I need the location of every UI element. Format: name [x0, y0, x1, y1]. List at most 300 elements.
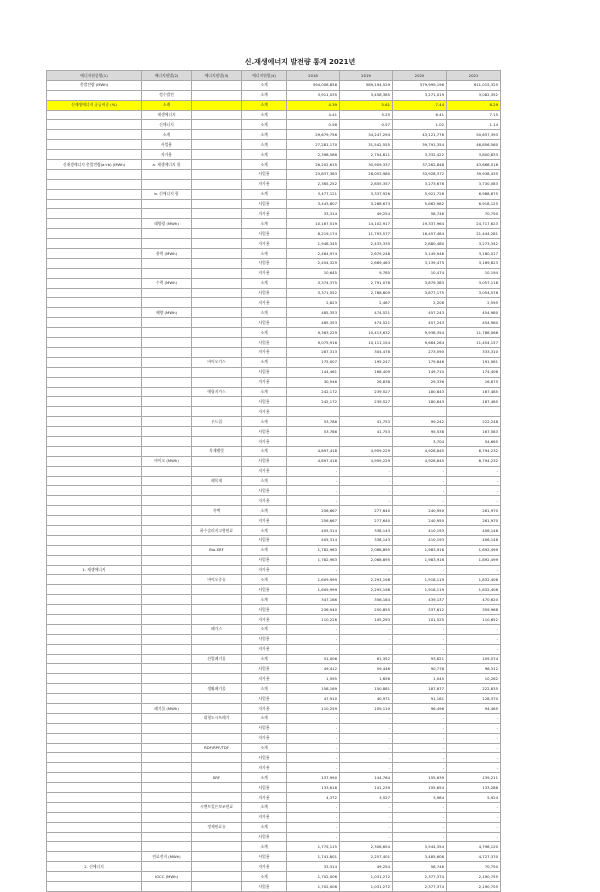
value-cell: 3,984 — [393, 793, 447, 803]
value-cell: 168,409 — [340, 367, 393, 377]
category-cell — [47, 704, 142, 714]
category-cell — [47, 209, 142, 219]
subsource-cell — [192, 338, 242, 348]
value-cell: 406,146 — [447, 525, 501, 535]
subsource-cell — [192, 516, 242, 526]
type-cell: 소계 — [242, 130, 287, 140]
category-cell — [47, 644, 142, 654]
subsource-cell: 폐가스 — [192, 624, 242, 634]
table-row — [47, 169, 501, 179]
value-cell: 54,665 — [447, 436, 501, 446]
subsource-cell: 매립지가스 — [192, 387, 242, 397]
value-cell: 405,314 — [287, 525, 340, 535]
value-cell: - — [393, 713, 447, 723]
value-cell: 180,843 — [393, 387, 447, 397]
subsource-cell — [192, 90, 242, 100]
value-cell: 5,924 — [447, 793, 501, 803]
value-cell: 10,167,519 — [287, 219, 340, 229]
value-cell: 110,226 — [287, 614, 340, 624]
value-cell: 10,413,632 — [340, 328, 393, 338]
value-cell: 28,053,980 — [340, 169, 393, 179]
subsource-cell — [192, 347, 242, 357]
type-cell: 소계 — [242, 249, 287, 259]
value-cell: - — [340, 466, 393, 476]
table-row — [47, 822, 501, 832]
type-cell: 소계 — [242, 822, 287, 832]
type-cell: 자가용 — [242, 793, 287, 803]
value-cell: 23,837,363 — [287, 169, 340, 179]
value-cell: 99,242 — [393, 417, 447, 427]
subsource-cell — [192, 862, 242, 872]
value-cell: 24,717,623 — [447, 219, 501, 229]
value-cell: 6.41 — [393, 110, 447, 120]
value-cell: 109,574 — [447, 654, 501, 664]
table-row — [47, 704, 501, 714]
value-cell: 3,169,823 — [447, 258, 501, 268]
type-cell: 소계 — [242, 278, 287, 288]
subsource-cell — [192, 179, 242, 189]
value-cell: 1,918,119 — [393, 585, 447, 595]
value-cell: 110,652 — [447, 614, 501, 624]
table-row — [47, 308, 501, 318]
source-cell — [142, 614, 192, 624]
type-cell: 소계 — [242, 100, 287, 110]
table-row — [47, 832, 501, 842]
table-row — [47, 733, 501, 743]
subsource-cell: 바이오가스 — [192, 357, 242, 367]
value-cell: 51,006 — [287, 654, 340, 664]
category-cell — [47, 516, 142, 526]
type-cell: 소계 — [242, 150, 287, 160]
type-cell: 소계 — [242, 417, 287, 427]
type-cell: 사업용 — [242, 585, 287, 595]
value-cell: 3,879,383 — [393, 278, 447, 288]
subsource-cell — [192, 535, 242, 545]
source-cell — [142, 585, 192, 595]
table-row — [47, 852, 501, 862]
subsource-cell — [192, 288, 242, 298]
subsource-cell — [192, 367, 242, 377]
table-row — [47, 684, 501, 694]
value-cell: 3,527 — [340, 793, 393, 803]
table-row — [47, 605, 501, 615]
category-cell — [47, 812, 142, 822]
value-cell: 2,679,248 — [340, 249, 393, 259]
value-cell: 167,583 — [447, 427, 501, 437]
value-cell: 128,370 — [447, 694, 501, 704]
value-cell: 16,675 — [447, 377, 501, 387]
subsource-cell — [192, 614, 242, 624]
subsource-cell — [192, 872, 242, 882]
value-cell: 41,753 — [340, 427, 393, 437]
value-cell: 3,180,017 — [447, 249, 501, 259]
table-row — [47, 783, 501, 793]
category-cell — [47, 169, 142, 179]
category-cell — [47, 535, 142, 545]
category-cell — [47, 882, 142, 892]
value-cell: 4,372 — [287, 793, 340, 803]
subsource-cell — [192, 407, 242, 417]
value-cell: - — [393, 565, 447, 575]
type-cell: 사업용 — [242, 288, 287, 298]
source-cell — [142, 575, 192, 585]
source-cell: 자가용 — [142, 150, 192, 160]
value-cell: - — [340, 832, 393, 842]
value-cell: - — [447, 753, 501, 763]
value-cell: - — [393, 466, 447, 476]
source-cell — [142, 229, 192, 239]
category-cell — [47, 743, 142, 753]
table-row — [47, 644, 501, 654]
table-header-row — [47, 71, 501, 81]
value-cell: 4.39 — [287, 100, 340, 110]
value-cell: 1.02 — [393, 120, 447, 130]
value-cell — [340, 407, 393, 417]
value-cell: 41,753 — [340, 417, 393, 427]
value-cell: 8.29 — [447, 100, 501, 110]
table-row — [47, 862, 501, 872]
source-cell — [142, 624, 192, 634]
table-row — [47, 456, 501, 466]
source-cell — [142, 357, 192, 367]
value-cell: - — [287, 822, 340, 832]
subsource-cell: 생활폐기물 — [192, 684, 242, 694]
source-cell — [142, 377, 192, 387]
table-row — [47, 120, 501, 130]
value-cell: 1,983,916 — [393, 555, 447, 565]
value-cell: 474,521 — [340, 308, 393, 318]
subsource-cell — [192, 189, 242, 199]
value-cell: 4,897,418 — [287, 456, 340, 466]
value-cell: 29,336 — [393, 377, 447, 387]
source-cell — [142, 743, 192, 753]
table-row — [47, 338, 501, 348]
category-cell — [47, 674, 142, 684]
category-cell — [47, 614, 142, 624]
value-cell: 43,668,518 — [447, 160, 501, 170]
subsource-cell — [192, 110, 242, 120]
type-cell: 자가용 — [242, 466, 287, 476]
value-cell: - — [447, 476, 501, 486]
category-cell — [47, 110, 142, 120]
value-cell: 155,654 — [393, 783, 447, 793]
category-cell — [47, 684, 142, 694]
table-row — [47, 140, 501, 150]
value-cell: - — [287, 486, 340, 496]
value-cell: - — [393, 496, 447, 506]
source-cell — [142, 822, 192, 832]
category-cell — [47, 278, 142, 288]
type-cell: 자가용 — [242, 268, 287, 278]
value-cell: 1,656 — [340, 674, 393, 684]
table-row — [47, 654, 501, 664]
source-cell: 소계 — [142, 100, 192, 110]
value-cell: 3,704 — [393, 436, 447, 446]
value-cell: - — [287, 634, 340, 644]
value-cell: 410,193 — [393, 535, 447, 545]
type-cell: 자가용 — [242, 298, 287, 308]
statistics-table-container — [46, 70, 500, 892]
value-cell: 3,544,354 — [393, 842, 447, 852]
value-cell: 49,254 — [340, 209, 393, 219]
table-row — [47, 417, 501, 427]
category-cell — [47, 436, 142, 446]
value-cell: 1,832,406 — [447, 575, 501, 585]
value-cell: 3,730,083 — [447, 179, 501, 189]
source-cell — [142, 882, 192, 892]
value-cell: 261,970 — [447, 506, 501, 516]
value-cell: - — [447, 486, 501, 496]
value-cell: 2,208 — [393, 298, 447, 308]
table-row — [47, 100, 501, 110]
category-cell — [47, 268, 142, 278]
type-cell: 소계 — [242, 476, 287, 486]
subsource-cell — [192, 753, 242, 763]
subsource-cell — [192, 793, 242, 803]
category-cell — [47, 150, 142, 160]
value-cell: 49,412 — [287, 664, 340, 674]
value-cell: - — [340, 723, 393, 733]
value-cell: 2,190,755 — [447, 882, 501, 892]
value-cell: - — [447, 496, 501, 506]
type-cell: 소계 — [242, 110, 287, 120]
subsource-cell — [192, 763, 242, 773]
subsource-cell — [192, 328, 242, 338]
source-cell — [142, 298, 192, 308]
category-cell — [47, 733, 142, 743]
value-cell: 133,286 — [447, 783, 501, 793]
value-cell: 1,595 — [287, 674, 340, 684]
table-body — [47, 71, 501, 892]
value-cell: 11,788,068 — [447, 328, 501, 338]
subsource-cell — [192, 199, 242, 209]
category-cell — [47, 367, 142, 377]
source-cell — [142, 525, 192, 535]
value-cell: 1,983,916 — [393, 545, 447, 555]
value-cell: 0.57 — [340, 120, 393, 130]
table-row — [47, 753, 501, 763]
category-cell — [47, 654, 142, 664]
source-cell — [142, 328, 192, 338]
category-cell — [47, 486, 142, 496]
source-cell: 폐기물 (MWh) — [142, 704, 192, 714]
subsource-cell: RDF/RPF/TDF — [192, 743, 242, 753]
value-cell: 2,791,076 — [340, 278, 393, 288]
table-row — [47, 713, 501, 723]
value-cell: - — [393, 832, 447, 842]
value-cell: 277,640 — [340, 516, 393, 526]
category-cell — [47, 338, 142, 348]
category-cell — [47, 407, 142, 417]
value-cell: 5.25 — [340, 110, 393, 120]
value-cell: 338,143 — [340, 525, 393, 535]
value-cell: 61,352 — [340, 654, 393, 664]
table-row — [47, 614, 501, 624]
category-cell — [47, 575, 142, 585]
subsource-cell — [192, 605, 242, 615]
table-row — [47, 585, 501, 595]
type-cell: 자가용 — [242, 733, 287, 743]
subsource-cell — [192, 694, 242, 704]
value-cell: 11,793,577 — [340, 229, 393, 239]
table-row — [47, 694, 501, 704]
value-cell: 10,262 — [447, 674, 501, 684]
value-cell: 1,918,119 — [393, 575, 447, 585]
category-cell — [47, 130, 142, 140]
table-row — [47, 377, 501, 387]
category-cell — [47, 555, 142, 565]
source-cell: b. 신에너지 합 — [142, 189, 192, 199]
category-cell: 2. 신에너지 — [47, 862, 142, 872]
source-cell — [142, 545, 192, 555]
type-cell: 소계 — [242, 654, 287, 664]
value-cell: 3,443,807 — [287, 199, 340, 209]
table-row — [47, 209, 501, 219]
value-cell: 53,786 — [287, 417, 340, 427]
type-cell: 소계 — [242, 743, 287, 753]
source-cell — [142, 338, 192, 348]
value-cell: 49,254 — [340, 862, 393, 872]
category-cell — [47, 723, 142, 733]
category-cell: 신재생에너지 총발전량(a+b) (MWh) — [47, 160, 142, 170]
source-cell — [142, 417, 192, 427]
value-cell: 43,121,776 — [393, 130, 447, 140]
subsource-cell: 바이오중유 — [192, 575, 242, 585]
value-cell: 174,406 — [447, 367, 501, 377]
value-cell: 187,485 — [447, 387, 501, 397]
table-row — [47, 427, 501, 437]
table-row — [47, 595, 501, 605]
source-cell: 수력 (MWh) — [142, 278, 192, 288]
value-cell: - — [340, 822, 393, 832]
subsource-cell — [192, 466, 242, 476]
value-cell: 101,525 — [393, 614, 447, 624]
source-cell — [142, 258, 192, 268]
source-cell: 바이오 (MWh) — [142, 456, 192, 466]
type-cell: 사업용 — [242, 753, 287, 763]
type-cell: 자가용 — [242, 516, 287, 526]
type-cell: 자가용 — [242, 862, 287, 872]
value-cell: 3,082,352 — [447, 90, 501, 100]
subsource-cell: 흑액 — [192, 506, 242, 516]
value-cell: 2,788,609 — [340, 288, 393, 298]
type-cell: 소계 — [242, 387, 287, 397]
value-cell: - — [287, 723, 340, 733]
table-row — [47, 624, 501, 634]
value-cell: - — [447, 634, 501, 644]
value-cell: 53,786 — [287, 427, 340, 437]
value-cell: 6,794,232 — [447, 446, 501, 456]
source-cell — [142, 713, 192, 723]
value-cell: 50,657,393 — [447, 130, 501, 140]
category-cell — [47, 793, 142, 803]
value-cell: 236,940 — [287, 605, 340, 615]
value-cell: 4,897,418 — [287, 446, 340, 456]
value-cell — [340, 436, 393, 446]
value-cell: - — [340, 565, 393, 575]
subsource-cell — [192, 318, 242, 328]
value-cell: - — [287, 763, 340, 773]
category-cell — [47, 249, 142, 259]
table-row — [47, 239, 501, 249]
value-cell: 240,950 — [393, 506, 447, 516]
table-row — [47, 773, 501, 783]
subsource-cell — [192, 664, 242, 674]
source-cell — [142, 535, 192, 545]
value-cell: 485,353 — [287, 308, 340, 318]
value-cell: 333,310 — [447, 347, 501, 357]
table-row — [47, 179, 501, 189]
table-row — [47, 565, 501, 575]
value-cell: - — [287, 466, 340, 476]
subsource-cell — [192, 585, 242, 595]
value-cell: 2,068,895 — [340, 545, 393, 555]
value-cell: - — [447, 565, 501, 575]
value-cell: 1,741,801 — [287, 852, 340, 862]
table-row — [47, 318, 501, 328]
table-row — [47, 506, 501, 516]
subsource-cell — [192, 436, 242, 446]
subsource-cell — [192, 397, 242, 407]
subsource-cell: SRF — [192, 773, 242, 783]
value-cell: 1,609,999 — [287, 585, 340, 595]
table-row — [47, 466, 501, 476]
value-cell: 242,172 — [287, 397, 340, 407]
value-cell: 2,293,198 — [340, 585, 393, 595]
value-cell: - — [340, 476, 393, 486]
source-cell — [142, 80, 192, 90]
value-cell: 59,446 — [340, 664, 393, 674]
value-cell: - — [447, 832, 501, 842]
subsource-cell — [192, 377, 242, 387]
value-cell: 410,193 — [393, 525, 447, 535]
subsource-cell — [192, 308, 242, 318]
value-cell: - — [393, 822, 447, 832]
table-row — [47, 674, 501, 684]
subsource-cell — [192, 160, 242, 170]
page-title: 신.재생에너지 발전량 통계 2021년 — [244, 58, 356, 66]
table-row — [47, 872, 501, 882]
value-cell: 2,880,480 — [393, 239, 447, 249]
value-cell: - — [447, 822, 501, 832]
source-cell — [142, 644, 192, 654]
value-cell: 4.41 — [287, 110, 340, 120]
table-row — [47, 258, 501, 268]
value-cell: 133,618 — [287, 783, 340, 793]
type-cell: 자가용 — [242, 239, 287, 249]
category-cell — [47, 525, 142, 535]
value-cell: 9,785 — [340, 268, 393, 278]
value-cell — [287, 407, 340, 417]
value-cell: 9,664,264 — [393, 338, 447, 348]
category-cell — [47, 357, 142, 367]
value-cell: 4,959,229 — [340, 456, 393, 466]
category-cell — [47, 822, 142, 832]
value-cell: 155,639 — [393, 773, 447, 783]
table-row — [47, 743, 501, 753]
value-cell: 31,542,555 — [340, 140, 393, 150]
value-cell: 594,008,858 — [287, 80, 340, 90]
table-row — [47, 436, 501, 446]
type-cell: 사업용 — [242, 723, 287, 733]
type-cell: 사업용 — [242, 338, 287, 348]
column-header: 에너지원별(4) — [242, 71, 287, 81]
category-cell — [47, 377, 142, 387]
value-cell: - — [287, 733, 340, 743]
value-cell: - — [287, 476, 340, 486]
category-cell — [47, 802, 142, 812]
value-cell: 187,485 — [447, 397, 501, 407]
